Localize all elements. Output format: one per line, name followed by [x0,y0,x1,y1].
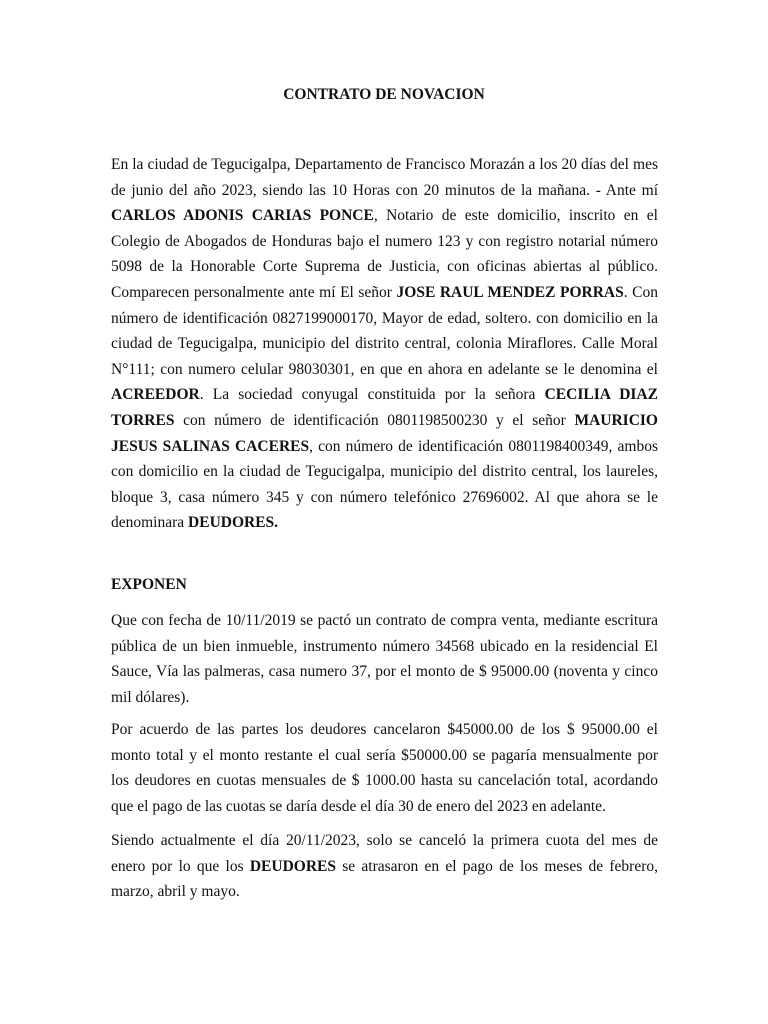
notary-name: CARLOS ADONIS CARIAS PONCE [111,207,374,225]
paragraph-agreement: Por acuerdo de las partes los deudores cancelaron $45000.00 de los $ 95000.00 el monto total y el monto restante el cual sería $50000.00 se pagaría mensualmente por los deudores en cuotas mensuales de $ 1000.00 hasta su cancelación total, acordando que el pago de las cuotas se daría desde el día 30 de enero del 2023 en adelante. [111,721,658,815]
default-text-2: se atrasaron en el pago de los meses de febrero, marzo, abril y mayo. [111,857,658,901]
paragraph-contract: Que con fecha de 10/11/2019 se pactó un contrato de compra venta, mediante escritura pública de un bien inmueble, instrumento número 34568 ubicado en la residencial El Sauce, Vía las palmeras, casa numero 37, por el monto de $ 95000.00 (noventa y cinco mil dólares). [111,612,658,706]
intro-text-5: con número de identificación 0801198500230 y el señor [174,411,575,429]
debtor-1-name: CECILIA DIAZ TORRES [111,386,658,429]
section-heading-exponen: EXPONEN [111,576,187,593]
intro-text-3: . Con número de identificación 0827199000170, Mayor de edad, soltero. con domicilio en la ciudad de Tegucigalpa, municipio del distrito central, colonia Miraflores. Calle Moral N°111; con numero celular 98030301, en que en ahora en adelante se le denomina el [111,283,659,378]
intro-text-6: , con número de identificación 0801198400349, ambos con domicilio en la ciudad de Tegucigalpa, municipio del distrito central, los laureles, bloque 3, casa número 345 y con número telefónico 27696002. Al que ahora se le denominara [111,437,658,532]
intro-paragraph [111,152,658,536]
creditor-name: JOSE RAUL MENDEZ PORRAS [396,283,624,301]
debtors-label: DEUDORES. [188,514,279,532]
debtor-2-name: MAURICIO JESUS SALINAS CACERES [111,411,658,455]
debtors-bold: DEUDORES [249,857,336,875]
intro-text-4: . La sociedad conyugal constituida por la señora [199,386,545,404]
intro-text-2: , Notario de este domicilio, inscrito en el Colegio de Abogados de Honduras bajo el numero 123 y con registro notarial número 5098 de la Honorable Corte Suprema de Justicia, con oficinas abiertas al público. Comparecen personalmente ante mí El señor [111,207,658,301]
default-text-1: Siendo actualmente el día 20/11/2023, solo se canceló la primera cuota del mes de enero por lo que los [111,832,658,875]
intro-text-1: En la ciudad de Tegucigalpa, Departamento de Francisco Morazán a los 20 días del mes de junio del año 2023, siendo las 10 Horas con 20 minutos de la mañana. - Ante mí [111,156,658,199]
document-title: CONTRATO DE NOVACION [283,86,485,103]
creditor-label: ACREEDOR [111,386,200,404]
paragraph-default [111,828,658,905]
